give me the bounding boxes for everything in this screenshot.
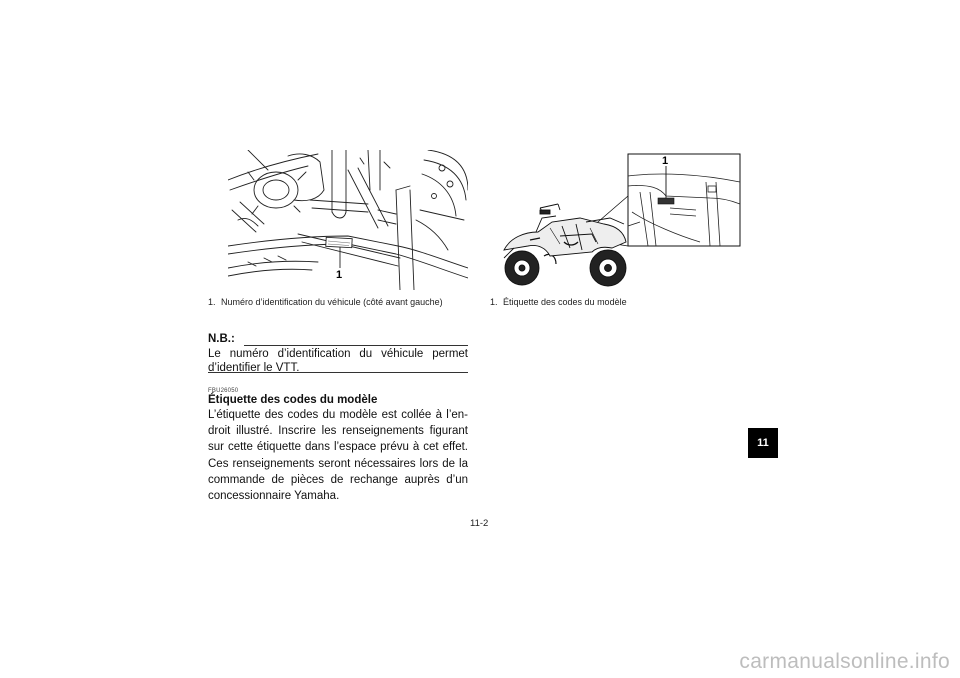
model-label-illustration: [500, 152, 742, 292]
caption-number: 1.: [490, 297, 498, 307]
caption-text: Numéro d’identification du véhicule (côté avant gauche): [221, 297, 443, 307]
body-line: commande de pièces de rechange auprès d’un: [208, 473, 468, 486]
note-top-rule: [244, 345, 468, 346]
vin-plate: [326, 237, 352, 247]
vin-location-illustration: [228, 150, 468, 290]
frame-drawing: [228, 150, 468, 290]
body-line: droit illustré. Inscrire les renseignements figurant: [208, 425, 468, 438]
callout-number: 1: [662, 155, 669, 167]
page-number: 11-2: [470, 518, 489, 529]
caption-number: 1.: [208, 297, 216, 307]
body-line: Ces renseignements seront nécessaires lors de la: [208, 457, 468, 470]
section-title: Étiquette des codes du modèle: [208, 394, 378, 406]
section-body: [208, 407, 468, 504]
note-title: N.B.:: [208, 333, 235, 345]
body-line: L’étiquette des codes du modèle est collée à l’en-: [208, 409, 468, 421]
left-figure-caption: [208, 297, 478, 309]
right-figure-caption: [490, 297, 690, 309]
section-code: FBU26050: [208, 388, 239, 394]
atv-drawing: [500, 152, 742, 292]
note-bottom-rule: [208, 372, 468, 373]
note-header: [208, 333, 468, 346]
watermark: carmanualsonline.info: [739, 650, 950, 673]
note-block: [208, 333, 468, 375]
body-line: concessionnaire Yamaha.: [208, 489, 340, 502]
chapter-tab: 11: [748, 428, 778, 458]
note-line-2: d’identifier le VTT.: [208, 362, 300, 374]
detail-inset: [628, 154, 740, 246]
body-line: sur cette étiquette dans l’espace prévu à cet effet.: [208, 441, 468, 454]
note-line-1: Le numéro d’identification du véhicule permet: [208, 348, 468, 360]
callout-number: 1: [336, 269, 343, 281]
atv: [504, 204, 626, 286]
caption-text: Étiquette des codes du modèle: [503, 297, 627, 307]
